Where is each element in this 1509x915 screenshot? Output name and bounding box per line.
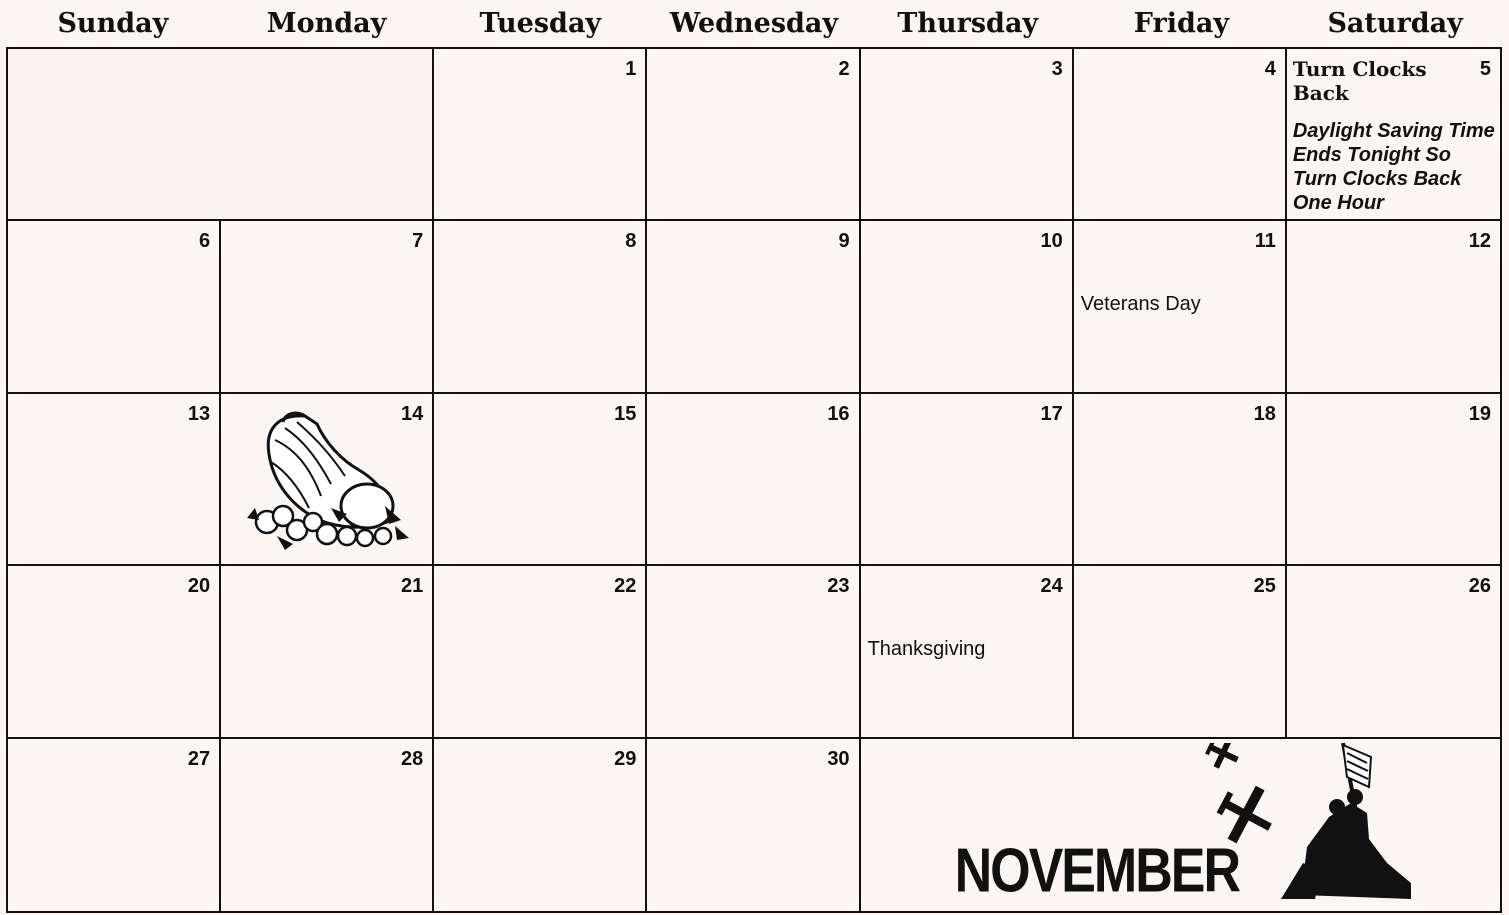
day-cell-7[interactable] [221, 221, 434, 393]
day-number: 30 [827, 747, 850, 770]
day-number: 26 [1468, 575, 1491, 598]
day-cell-9[interactable] [647, 221, 860, 393]
day-number: 21 [401, 575, 424, 598]
day-cell-12[interactable] [1287, 221, 1500, 393]
empty-cell [8, 49, 434, 221]
day-cell-11[interactable] [1074, 221, 1287, 393]
day-number: 13 [187, 402, 211, 425]
day-cell-25[interactable] [1074, 566, 1287, 738]
day-cell-28[interactable] [221, 739, 434, 911]
day-cell-4[interactable] [1074, 49, 1287, 221]
day-number: 19 [1468, 402, 1491, 425]
dst-title: Turn Clocks Back [1292, 57, 1427, 105]
weekday-friday: Friday [1133, 8, 1230, 39]
day-cell-18[interactable] [1074, 394, 1287, 566]
day-number: 12 [1468, 230, 1491, 253]
day-cell-27[interactable] [8, 739, 221, 911]
day-number: 14 [401, 402, 424, 425]
day-cell-20[interactable] [8, 566, 221, 738]
day-cell-29[interactable] [434, 739, 647, 911]
day-number: 27 [187, 747, 211, 770]
day-number: 1 [625, 58, 637, 80]
day-cell-13[interactable] [8, 394, 221, 566]
day-number: 22 [614, 575, 637, 598]
day-number: 17 [1040, 402, 1063, 425]
cornucopia-icon [247, 410, 412, 552]
day-number: 11 [1254, 230, 1276, 253]
day-number: 5 [1479, 58, 1491, 80]
month-wordmark: NOVEMBER [954, 835, 1240, 906]
day-number: 9 [838, 230, 850, 253]
event-thanksgiving: Thanksgiving [867, 638, 986, 661]
day-number: 25 [1253, 575, 1276, 598]
weekday-wednesday: Wednesday [669, 8, 839, 39]
day-cell-21[interactable] [221, 566, 434, 738]
day-number: 23 [827, 575, 850, 598]
day-cell-6[interactable] [8, 221, 221, 393]
calendar-grid [6, 47, 1502, 913]
day-cell-10[interactable] [861, 221, 1074, 393]
day-number: 18 [1253, 402, 1276, 425]
day-number: 15 [614, 402, 637, 425]
day-number: 16 [827, 402, 850, 425]
november-banner-cell [861, 739, 1500, 911]
day-cell-19[interactable] [1287, 394, 1500, 566]
weekday-sunday: Sunday [57, 8, 169, 39]
day-number: 7 [412, 230, 424, 253]
day-number: 8 [625, 230, 637, 253]
event-veterans-day: Veterans Day [1080, 293, 1201, 316]
day-number: 29 [614, 747, 637, 770]
day-number: 20 [187, 575, 211, 598]
weekday-thursday: Thursday [897, 8, 1039, 39]
day-number: 6 [199, 230, 211, 253]
day-cell-23[interactable] [647, 566, 860, 738]
day-cell-26[interactable] [1287, 566, 1500, 738]
day-number: 4 [1264, 58, 1276, 80]
weekday-tuesday: Tuesday [479, 8, 602, 39]
day-cell-14[interactable] [221, 394, 434, 566]
day-cell-22[interactable] [434, 566, 647, 738]
weekday-header [6, 0, 1502, 48]
day-cell-2[interactable] [647, 49, 860, 221]
weekday-saturday: Saturday [1327, 8, 1463, 39]
day-number: 2 [838, 58, 850, 80]
day-cell-5[interactable] [1287, 49, 1500, 221]
weekday-monday: Monday [266, 8, 387, 39]
day-cell-8[interactable] [434, 221, 647, 393]
day-number: 28 [401, 747, 424, 770]
day-cell-17[interactable] [861, 394, 1074, 566]
day-cell-15[interactable] [434, 394, 647, 566]
day-cell-3[interactable] [861, 49, 1074, 221]
day-cell-1[interactable] [434, 49, 647, 221]
day-number: 10 [1040, 230, 1063, 253]
day-number: 24 [1040, 575, 1063, 598]
day-number: 3 [1051, 58, 1063, 80]
day-cell-24[interactable] [861, 566, 1074, 738]
day-cell-16[interactable] [647, 394, 860, 566]
dst-note: Daylight Saving Time Ends Tonight So Turn Clocks Back One Hour [1292, 120, 1495, 214]
day-cell-30[interactable] [647, 739, 860, 911]
